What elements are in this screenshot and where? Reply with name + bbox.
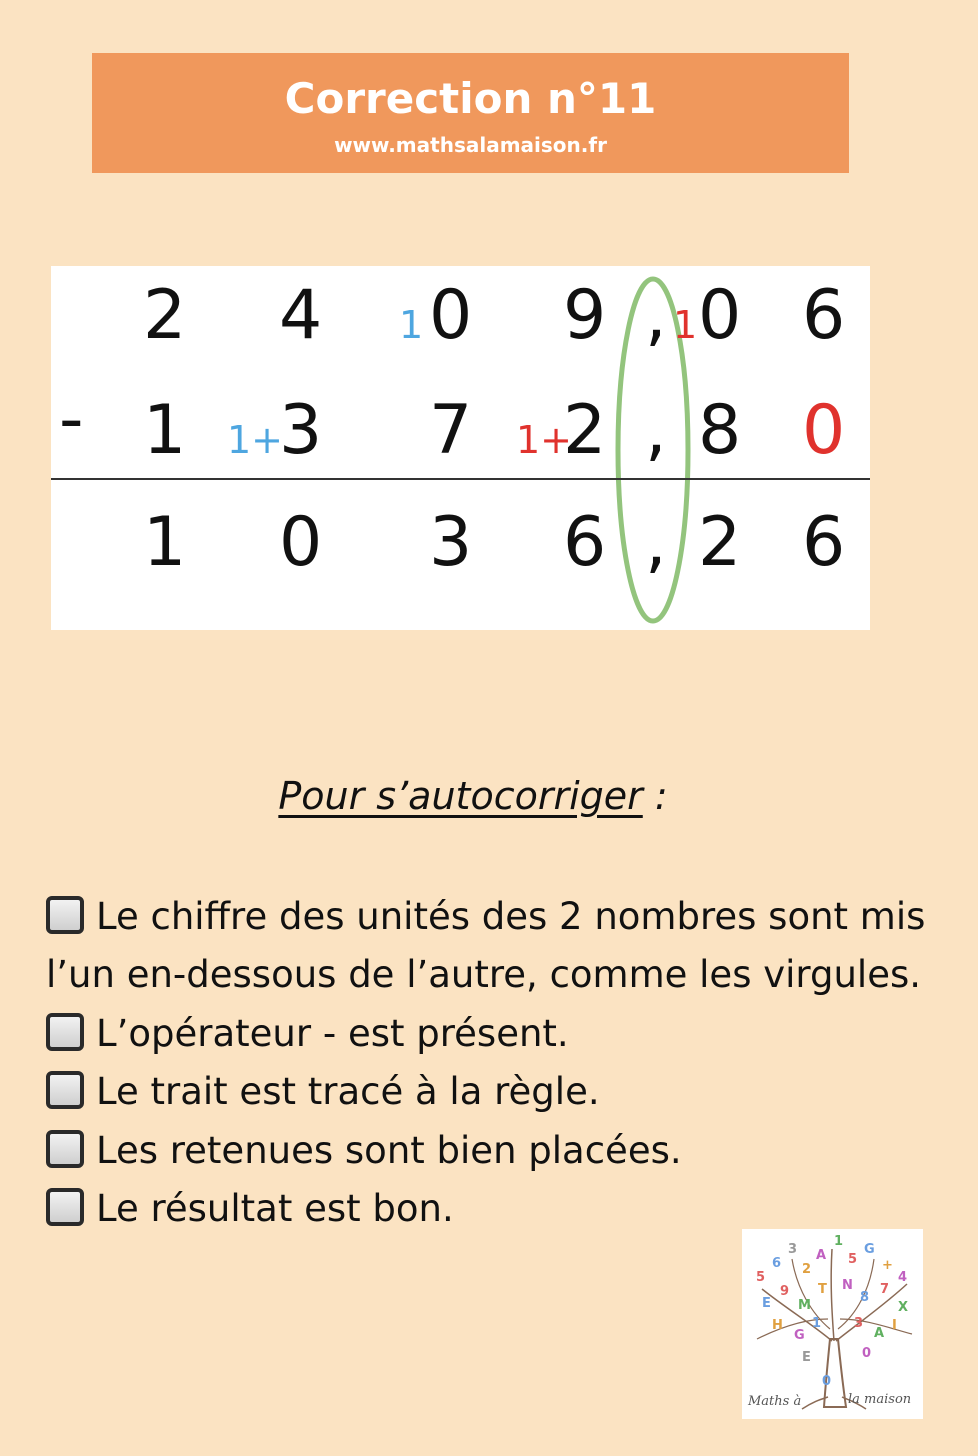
svg-text:5: 5 — [848, 1252, 858, 1267]
top-carry-red: 1 — [673, 303, 698, 347]
svg-text:5: 5 — [756, 1270, 766, 1285]
bottom-carry-red: 1+ — [516, 418, 573, 462]
svg-text:T: T — [818, 1282, 827, 1297]
result-digit-2: 0 — [279, 503, 323, 582]
bottom-digit-3: 7 — [429, 391, 473, 470]
svg-text:2: 2 — [802, 1262, 812, 1277]
checklist-item-text: L’opérateur - est présent. — [96, 1011, 569, 1055]
top-digit-2: 4 — [279, 276, 323, 355]
svg-text:3: 3 — [788, 1242, 798, 1257]
top-digit-6: 6 — [802, 276, 846, 355]
checklist-item — [46, 1005, 926, 1063]
svg-text:I: I — [892, 1318, 897, 1333]
maths-a-la-maison-logo — [742, 1229, 923, 1419]
logo-left-text: Maths à — [748, 1394, 802, 1409]
svg-text:N: N — [842, 1278, 853, 1293]
checklist-item — [46, 888, 926, 1005]
top-digit-5: 0 — [698, 276, 742, 355]
page-title: Correction n°11 — [284, 74, 657, 123]
top-carry-blue: 1 — [399, 303, 424, 347]
title-banner — [92, 53, 849, 173]
svg-text:X: X — [898, 1300, 909, 1315]
result-digit-3: 3 — [429, 503, 473, 582]
tree-logo-icon — [742, 1229, 923, 1419]
checkbox[interactable] — [46, 1013, 84, 1051]
result-digit-1: 1 — [143, 503, 187, 582]
bottom-digit-5: 8 — [698, 391, 742, 470]
subtraction-operation — [51, 266, 870, 630]
svg-text:4: 4 — [898, 1270, 908, 1285]
checklist-title — [0, 772, 946, 820]
svg-text:H: H — [772, 1318, 783, 1333]
svg-text:E: E — [802, 1350, 811, 1365]
svg-text:E: E — [762, 1296, 771, 1311]
bottom-digit-6: 0 — [802, 391, 846, 470]
checklist-item-text: Les retenues sont bien placées. — [96, 1128, 682, 1172]
top-digit-4: 9 — [563, 276, 607, 355]
svg-text:G: G — [864, 1242, 875, 1257]
bottom-digit-1: 1 — [143, 391, 187, 470]
result-digit-5: 2 — [698, 503, 742, 582]
svg-text:3: 3 — [854, 1316, 864, 1331]
bottom-comma: , — [645, 391, 667, 470]
checkbox[interactable] — [46, 1188, 84, 1226]
svg-text:1: 1 — [812, 1316, 822, 1331]
svg-text:+: + — [882, 1258, 893, 1273]
result-digit-4: 6 — [563, 503, 607, 582]
svg-text:6: 6 — [772, 1256, 782, 1271]
self-check-list — [46, 888, 926, 1238]
svg-text:A: A — [816, 1248, 827, 1263]
result-comma: , — [645, 503, 667, 582]
checkbox[interactable] — [46, 896, 84, 934]
checkbox[interactable] — [46, 1130, 84, 1168]
top-comma: , — [645, 276, 667, 355]
checklist-item-text: Le chiffre des unités des 2 nombres sont mis l’un en-dessous de l’autre, comme les virgules. — [46, 895, 926, 997]
bottom-carry-blue: 1+ — [227, 418, 284, 462]
operation-drawing — [51, 266, 870, 630]
bottom-digit-4: 2 — [563, 391, 607, 470]
checklist-item — [46, 1063, 926, 1121]
svg-text:7: 7 — [880, 1282, 890, 1297]
checklist-item-text: Le résultat est bon. — [96, 1187, 454, 1231]
checklist-title-colon: : — [642, 774, 668, 818]
svg-text:9: 9 — [780, 1284, 790, 1299]
checklist-item — [46, 1122, 926, 1180]
checkbox[interactable] — [46, 1071, 84, 1109]
website-url: www.mathsalamaison.fr — [334, 133, 607, 157]
svg-text:1: 1 — [834, 1234, 844, 1249]
svg-text:0: 0 — [822, 1374, 832, 1389]
minus-operator: - — [59, 380, 84, 459]
svg-text:0: 0 — [862, 1346, 872, 1361]
top-digit-1: 2 — [143, 276, 187, 355]
bottom-digit-2: 3 — [279, 391, 323, 470]
result-digit-6: 6 — [802, 503, 846, 582]
svg-text:G: G — [794, 1328, 805, 1343]
svg-text:A: A — [874, 1326, 885, 1341]
logo-right-text: la maison — [848, 1392, 912, 1407]
checklist-title-text: Pour s’autocorriger — [278, 774, 643, 818]
top-digit-3: 0 — [429, 276, 473, 355]
svg-text:M: M — [798, 1298, 811, 1313]
svg-text:8: 8 — [860, 1290, 870, 1305]
checklist-item-text: Le trait est tracé à la règle. — [96, 1070, 600, 1114]
